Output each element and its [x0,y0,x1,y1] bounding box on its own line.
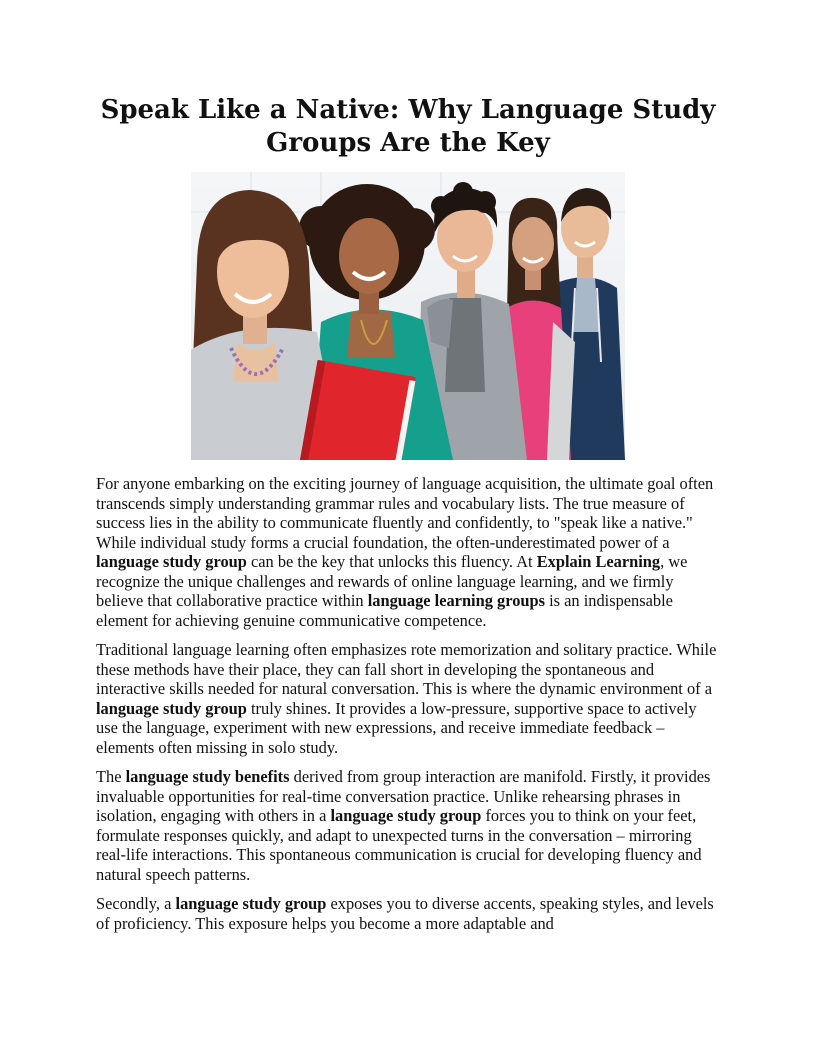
bold-keyword: language study group [175,894,327,913]
bold-keyword: Explain Learning [536,552,661,571]
page-title: Speak Like a Native: Why Language Study Groups Are the Key [100,95,716,158]
text-run: truly shines. It provides a low-pressure, supportive space to actively use the language, experiment with new expressions, and receive immediate feedback – elements often missing in solo study. [96,698,697,757]
students-group-photo [191,172,625,460]
article-body [96,474,722,943]
text-run: exposes you to diverse accents, speaking styles, and levels of proficiency. This exposure helps you become a more adaptable and [96,894,714,933]
text-run: The [96,767,126,786]
text-run: can be the key that unlocks this fluency. At [246,552,537,571]
text-run: forces you to think on your feet, formulate responses quickly, and adapt to unexpected turns in the conversation – mirroring real-life interactions. This spontaneous communication is crucial for developing fluency and natural speech patterns. [96,806,702,884]
text-run: Secondly, a [96,894,176,913]
text-run: derived from group interaction are manifold. Firstly, it provides invaluable opportunities for real-time conversation practice. Unlike rehearsing phrases in isolation, engaging with others in a [96,767,711,825]
bold-keyword: language study group [96,552,247,571]
red-book [298,360,416,460]
text-run: , we recognize the unique challenges and rewards of online language learning, and we firmly believe that collaborative practice within [96,552,688,610]
text-run: Traditional language learning often emphasizes rote memorization and solitary practice. While these methods have their place, they can fall short in developing the spontaneous and interactive skills needed for natural conversation. This is where the dynamic environment of a [96,640,717,698]
paragraph-1 [96,474,722,630]
bold-keyword: language study benefits [125,767,290,786]
paragraph-2 [96,640,722,757]
bold-keyword: language study group [330,806,482,825]
bold-keyword: language study group [96,698,247,718]
paragraph-4 [96,894,722,933]
text-run: For anyone embarking on the exciting journey of language acquisition, the ultimate goal often transcends simply understanding grammar rules and vocabulary lists. The true measure of success lies in the ability to communicate fluently and confidently, to "speak like a native." While individual study forms a crucial foundation, the often-underestimated power of a [96,474,714,552]
text-run: is an indispensable element for achieving genuine communicative competence. [96,591,673,630]
paragraph-3 [96,767,722,884]
bold-keyword: language learning groups [367,591,545,610]
